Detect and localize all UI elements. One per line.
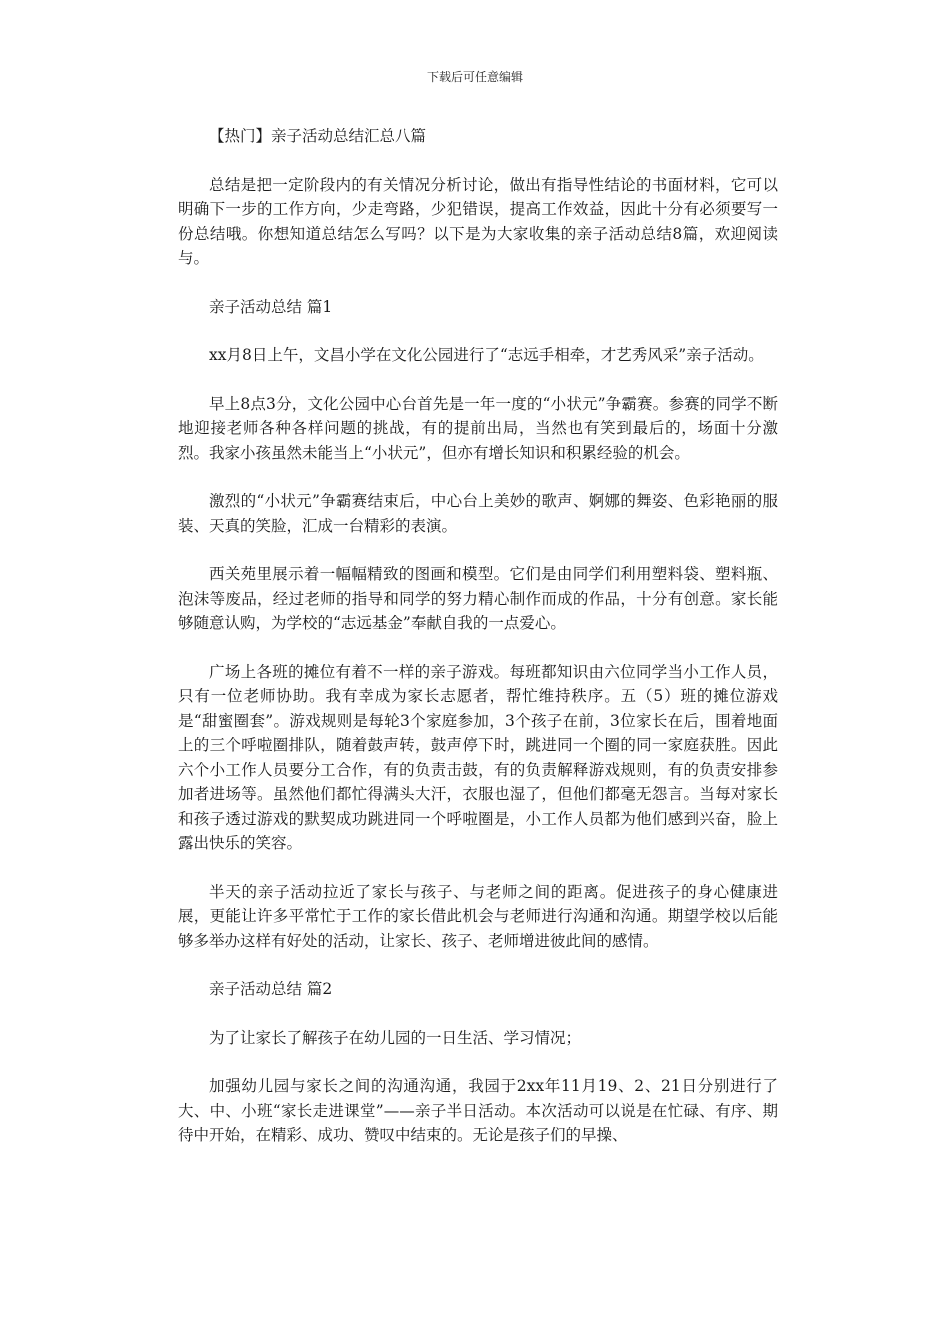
section-2-heading: 亲子活动总结 篇2 (209, 980, 333, 998)
section-1-heading: 亲子活动总结 篇1 (209, 297, 333, 316)
section-1-paragraph-6: 半天的亲子活动拉近了家长与孩子、与老师之间的距离。促进孩子的身心健康进展，更能让许多平常忙于工作的家长借此机会与老师进行沟通和沟通。期望学校以后能够多举办这样有好处的活动，让家长、孩子、老师增进彼此间的感情。 (178, 882, 778, 950)
section-1-paragraph-4: 西关苑里展示着一幅幅精致的图画和模型。它们是由同学们利用塑料袋、塑料瓶、泡沫等废品，经过老师的指导和同学的努力精心制作而成的作品，十分有创意。家长能够随意认购，为学校的“志远基金”奉献自我的一点爱心。 (178, 565, 778, 632)
document-body (178, 124, 778, 1172)
section-1-paragraph-1: xx月8日上午，文昌小学在文化公园进行了“志远手相牵，才艺秀风采”亲子活动。 (209, 346, 764, 364)
section-1-paragraph-2: 早上8点3分，文化公园中心台首先是一年一度的“小状元”争霸赛。参赛的同学不断地迎接老师各种各样问题的挑战，有的提前出局，当然也有笑到最后的，场面十分激烈。我家小孩虽然未能当上“小状元”，但亦有增长知识和积累经验的机会。 (178, 394, 778, 462)
header-watermark: 下载后可任意编辑 (426, 70, 523, 84)
document-title: 【热门】亲子活动总结汇总八篇 (209, 127, 427, 145)
section-2-paragraph-1: 为了让家长了解孩子在幼儿园的一日生活、学习情况； (209, 1028, 582, 1047)
section-1-paragraph-3: 激烈的“小状元”争霸赛结束后，中心台上美妙的歌声、婀娜的舞姿、色彩艳丽的服装、天真的笑脸，汇成一台精彩的表演。 (178, 492, 778, 535)
intro-paragraph: 总结是把一定阶段内的有关情况分析讨论，做出有指导性结论的书面材料，它可以明确下一步的工作方向，少走弯路，少犯错误，提高工作效益，因此十分有必须要写一份总结哦。你想知道总结怎么写吗？以下是为大家收集的亲子活动总结8篇，欢迎阅读与。 (178, 175, 778, 267)
section-2-paragraph-2: 加强幼儿园与家长之间的沟通沟通，我园于2xx年11月19、2、21日分别进行了大、中、小班“家长走进课堂”——亲子半日活动。本次活动可以说是在忙碌、有序、期待中开始，在精彩、成功、赞叹中结束的。无论是孩子们的早操、 (178, 1077, 778, 1144)
section-1-paragraph-5: 广场上各班的摊位有着不一样的亲子游戏。每班都知识由六位同学当小工作人员，只有一位老师协助。我有幸成为家长志愿者，帮忙维持秩序。五（5）班的摊位游戏是“甜蜜圈套”。游戏规则是每轮3个家庭参加，3个孩子在前，3位家长在后，围着地面上的三个呼啦圈排队，随着鼓声转，鼓声停下时，跳进同一个圈的同一家庭获胜。因此六个小工作人员要分工合作，有的负责击鼓，有的负责解释游戏规则，有的负责安排参加者进场等。虽然他们都忙得满头大汗，衣服也湿了，但他们都毫无怨言。当每对家长和孩子透过游戏的默契成功跳进同一个呼啦圈是，小工作人员都为他们感到兴奋，脸上露出快乐的笑容。 (178, 662, 778, 852)
